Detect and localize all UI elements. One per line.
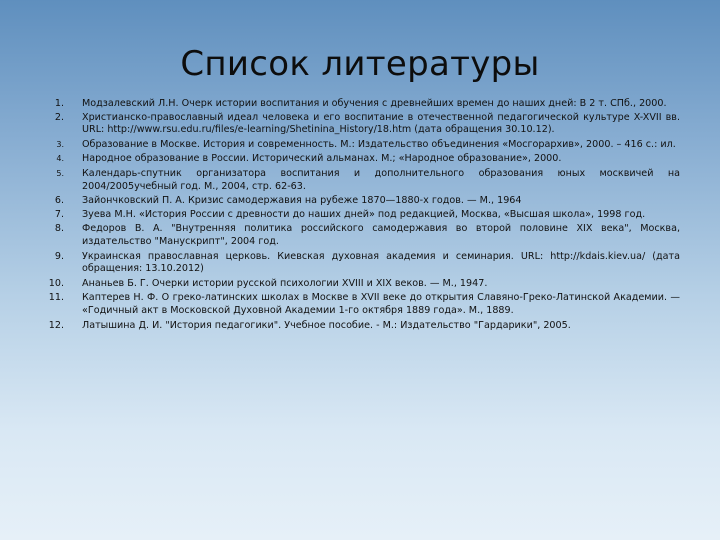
reference-item: [30, 320, 680, 333]
reference-item: [30, 139, 680, 152]
reference-item: [30, 168, 680, 193]
reference-number: 7.: [54, 208, 64, 220]
reference-number: 8.: [54, 223, 64, 235]
reference-number: 2.: [54, 111, 64, 123]
reference-item: [30, 292, 680, 317]
reference-item: [30, 251, 680, 276]
reference-number: 12.: [48, 319, 64, 331]
reference-text: Федоров В. А. "Внутренняя политика российского самодержавия во второй половине XIX века", Москва, издательство "Манускрипт", 2004 год.: [82, 223, 680, 247]
reference-number: 10.: [48, 277, 64, 289]
reference-item: [30, 209, 680, 222]
reference-text: Христианско-православный идеал человека и его воспитание в отечественной педагогической культуре X-XVII вв. URL: http://www.rsu.edu.ru/files/e-learning/Shetinina_History/18.htm (дата обращения 30.10.12).: [82, 111, 680, 136]
reference-text: Каптерев Н. Ф. О греко-латинских школах в Москве в XVII веке до открытия Славяно-Греко-Латинской Академии. — «Годичный акт в Московской Духовной Академии 1-го октября 1889 года». М., 1889.: [82, 292, 680, 316]
reference-text: Народное образование в России. Исторический альманах. М.; «Народное образование», 2000.: [82, 153, 562, 165]
reference-text: Латышина Д. И. "История педагогики". Учебное пособие. - М.: Издательство "Гардарики", 2005.: [82, 319, 571, 331]
reference-item: [30, 112, 680, 137]
reference-text: Образование в Москве. История и современность. М.: Издательство объединения «Мосгорархив», 2000. – 416 с.: ил.: [82, 138, 676, 150]
reference-text: Зуева М.Н. «История России с древности до наших дней» под редакцией, Москва, «Высшая школа», 1998 год.: [82, 208, 646, 220]
reference-number: 9.: [54, 250, 64, 262]
reference-number: 4.: [56, 154, 64, 164]
reference-number: 3.: [56, 139, 64, 149]
reference-text: Календарь-спутник организатора воспитания и дополнительного образования юных москвичей на 2004/2005учебный год. М., 2004, стр. 62-63.: [82, 167, 680, 192]
reference-item: [30, 98, 680, 111]
reference-text: Модзалевский Л.Н. Очерк истории воспитания и обучения с древнейших времен до наших дней: В 2 т. СПб., 2000.: [82, 98, 667, 109]
reference-number: 6.: [54, 195, 64, 207]
reference-number: 5.: [56, 168, 64, 178]
reference-text: Украинская православная церковь. Киевская духовная академия и семинария. URL: http://kdais.kiev.ua/ (дата обращения: 13.10.2012): [82, 250, 680, 275]
reference-number: 11.: [48, 292, 64, 304]
reference-text: Зайончковский П. А. Кризис самодержавия на рубеже 1870—1880-х годов. — М., 1964: [82, 195, 522, 207]
reference-item: [30, 195, 680, 208]
reference-item: [30, 278, 680, 291]
reference-item: [30, 153, 680, 166]
reference-text: Ананьев Б. Г. Очерки истории русской психологии XVIII и XIX веков. — М., 1947.: [82, 277, 488, 289]
reference-number: 1.: [54, 98, 64, 109]
reference-list: [30, 98, 680, 332]
slide-title: Список литературы: [180, 44, 540, 84]
reference-item: [30, 223, 680, 248]
